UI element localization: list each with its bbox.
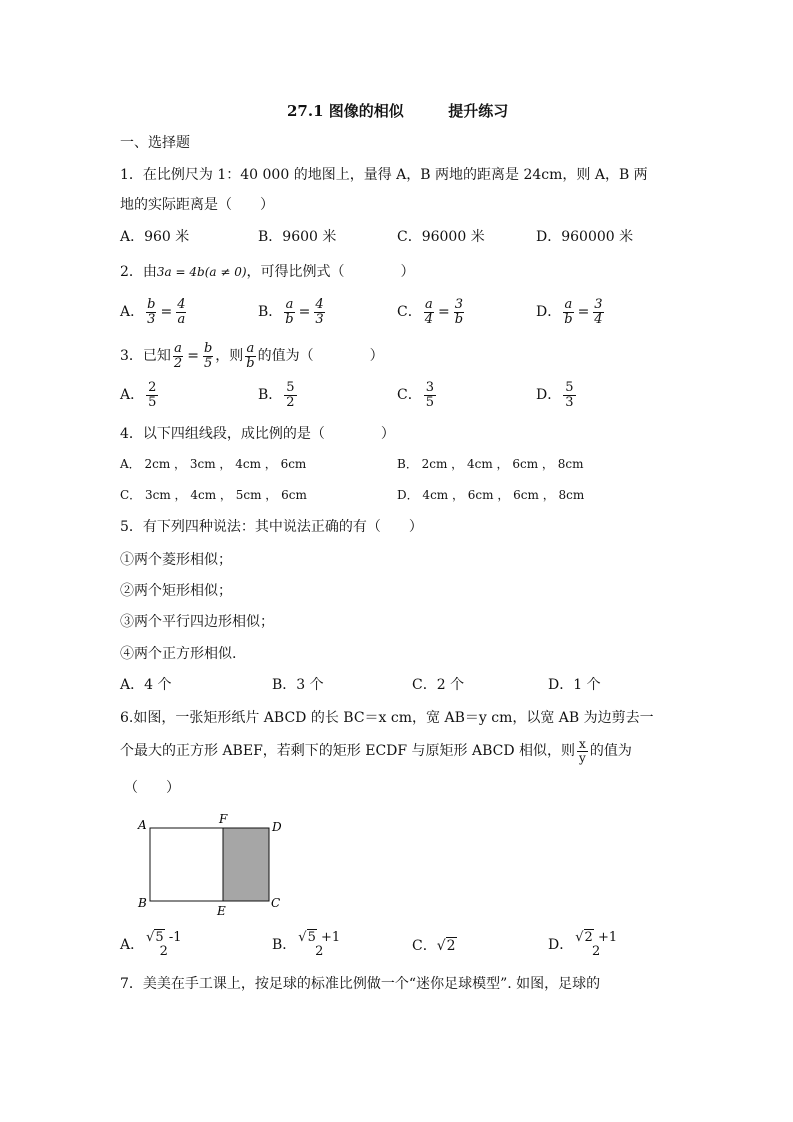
q1-line1: 1．在比例尺为 1：40 000 的地图上，量得 A，B 两地的距离是 24cm，则 A，B 两 <box>120 167 648 183</box>
frac-den: a <box>177 311 186 327</box>
q3-option-b <box>258 381 299 409</box>
option-label: A． <box>120 304 145 321</box>
frac-num: 4 <box>177 297 186 312</box>
frac-num: a <box>174 341 182 356</box>
option-label: C． <box>397 387 422 404</box>
frac-den: 2 <box>173 355 183 371</box>
q1-line2: 地的实际距离是（ ） <box>120 197 274 213</box>
radicand: 2 <box>584 930 593 945</box>
frac-num: x <box>579 737 586 751</box>
q3-stem <box>120 342 384 370</box>
q5-option-a: A．4 个 <box>120 677 172 693</box>
q4-option-a: A． 2cm ， 3cm ， 4cm ， 6cm <box>120 457 307 471</box>
frac-num: 5 <box>565 380 574 395</box>
frac-den: 4 <box>424 311 433 327</box>
frac-den: b <box>564 311 573 327</box>
option-label: D． <box>536 387 562 404</box>
q6-line1: 6.如图，一张矩形纸片 ABCD 的长 BC＝x cm，宽 AB＝y cm，以宽 AB 为边剪去一 <box>120 710 654 726</box>
label-c: C <box>271 896 281 910</box>
frac-den: 5 <box>148 394 157 410</box>
q5-item-3: ③两个平行四边形相似； <box>120 614 274 630</box>
q4-option-d: D． 4cm ， 6cm ， 6cm ， 8cm <box>397 488 585 502</box>
q3-mid: ，则 <box>215 348 244 365</box>
q6-option-c: C． √2 <box>412 938 456 954</box>
frac-den: 2 <box>159 943 168 959</box>
q5-option-b: B．3 个 <box>272 677 324 693</box>
q2-stem <box>120 265 415 279</box>
radicand: 5 <box>307 930 316 945</box>
frac-num: 3 <box>425 380 434 395</box>
expr-rest: +1 <box>593 930 618 945</box>
expr-rest: +1 <box>316 930 341 945</box>
label-a: A <box>138 818 147 832</box>
q5-option-d: D．1 个 <box>548 677 601 693</box>
q1-option-c: C．96000 米 <box>397 229 485 245</box>
q3-option-a <box>120 381 160 409</box>
q6-option-a: A． √5 -1 2 <box>120 930 182 959</box>
radicand: 2 <box>446 938 456 954</box>
option-label: C． <box>412 938 437 954</box>
page-title <box>287 104 508 119</box>
q6-line2-suffix: 的值为 <box>589 743 632 760</box>
frac-den: 2 <box>315 943 324 959</box>
frac-num: 2 <box>148 380 157 395</box>
q6-line2-text: 个最大的正方形 ABEF，若剩下的矩形 ECDF 与原矩形 ABCD 相似，则 <box>120 743 576 760</box>
label-b: B <box>138 896 147 910</box>
q5-stem: 5．有下列四种说法：其中说法正确的有（ ） <box>120 519 423 535</box>
q2-prefix: 2．由 <box>120 264 157 280</box>
q6-option-d: D． √2 +1 2 <box>548 930 618 959</box>
frac-den: 4 <box>594 311 603 327</box>
q3-suffix: 的值为（ ） <box>257 348 384 365</box>
q2-option-b: B． $\frac{a}{b}$ = $\frac{4}{3}$ <box>258 297 324 327</box>
title-sub: 提升练习 <box>448 102 509 120</box>
q6-line3: （ ） <box>124 780 180 796</box>
q6-line2 <box>120 738 632 764</box>
frac-den: 5 <box>203 355 213 371</box>
frac-num: 4 <box>315 297 324 312</box>
q2-option-c: C． $\frac{a}{4}$ = $\frac{3}{b}$ <box>397 297 464 327</box>
q7-line1: 7．美美在手工课上，按足球的标准比例做一个“迷你足球模型”. 如图，足球的 <box>120 976 601 992</box>
section-heading: 一、选择题 <box>120 135 190 151</box>
label-d: D <box>272 820 282 834</box>
frac-num: 5 <box>286 380 295 395</box>
frac-num: 3 <box>594 297 603 312</box>
frac-num: 3 <box>454 297 464 312</box>
frac-den: 5 <box>425 394 434 410</box>
rectangle-figure <box>130 810 290 922</box>
frac-num: a <box>564 297 573 312</box>
frac-den: b <box>454 311 464 327</box>
radicand: 5 <box>155 930 164 945</box>
frac-den: 3 <box>315 311 324 327</box>
frac-num: b <box>203 341 213 356</box>
q4-option-b: B． 2cm ， 4cm ， 6cm ， 8cm <box>397 457 584 471</box>
option-label: C． <box>397 304 422 321</box>
frac-den: 3 <box>147 311 156 327</box>
q3-prefix: 3．已知 <box>120 348 171 365</box>
frac-den: b <box>285 311 294 327</box>
q5-option-c: C．2 个 <box>412 677 465 693</box>
q5-item-4: ④两个正方形相似. <box>120 646 237 662</box>
option-label: D． <box>536 304 562 321</box>
shaded-rectangle-ecdf <box>223 828 269 901</box>
option-label: B． <box>272 936 297 953</box>
equals-sign: = <box>187 348 199 365</box>
q2-option-d: D． $\frac{a}{b}$ = $\frac{3}{4}$ <box>536 297 603 327</box>
frac-den: y <box>579 750 586 765</box>
frac-den: 2 <box>286 394 295 410</box>
q3-option-d <box>536 381 578 409</box>
q4-stem: 4．以下四组线段，成比例的是（ ） <box>120 426 395 442</box>
q1-option-d: D．960000 米 <box>536 229 634 245</box>
q2-expression: 3a = 4b(a ≠ 0) <box>156 265 247 279</box>
q2-suffix: ，可得比例式（ ） <box>246 264 415 280</box>
title-main: 27.1 图像的相似 <box>287 102 404 120</box>
option-label: D． <box>548 936 574 953</box>
frac-den: 3 <box>565 394 574 410</box>
option-label: B． <box>258 387 283 404</box>
q5-item-1: ①两个菱形相似； <box>120 552 232 568</box>
q5-item-2: ②两个矩形相似； <box>120 583 232 599</box>
q1-option-a: A．960 米 <box>120 229 190 245</box>
option-label: A． <box>120 387 145 404</box>
label-f: F <box>219 812 228 826</box>
option-label: B． <box>258 304 283 321</box>
q1-option-b: B．9600 米 <box>258 229 337 245</box>
q4-option-c: C． 3cm ， 4cm ， 5cm ， 6cm <box>120 488 307 502</box>
q2-option-a: A． $\frac{b}{3}$ = $\frac{4}{a}$ <box>120 297 186 327</box>
frac-num: a <box>246 341 255 356</box>
expr-rest: -1 <box>164 930 182 945</box>
frac-den: b <box>246 355 255 371</box>
q6-option-b: B． √5 +1 2 <box>272 930 341 959</box>
frac-num: a <box>285 297 294 312</box>
label-e: E <box>217 904 226 918</box>
frac-num: b <box>147 297 156 312</box>
q3-option-c <box>397 381 438 409</box>
frac-den: 2 <box>592 943 601 959</box>
option-label: A． <box>120 936 145 953</box>
frac-num: a <box>424 297 433 312</box>
